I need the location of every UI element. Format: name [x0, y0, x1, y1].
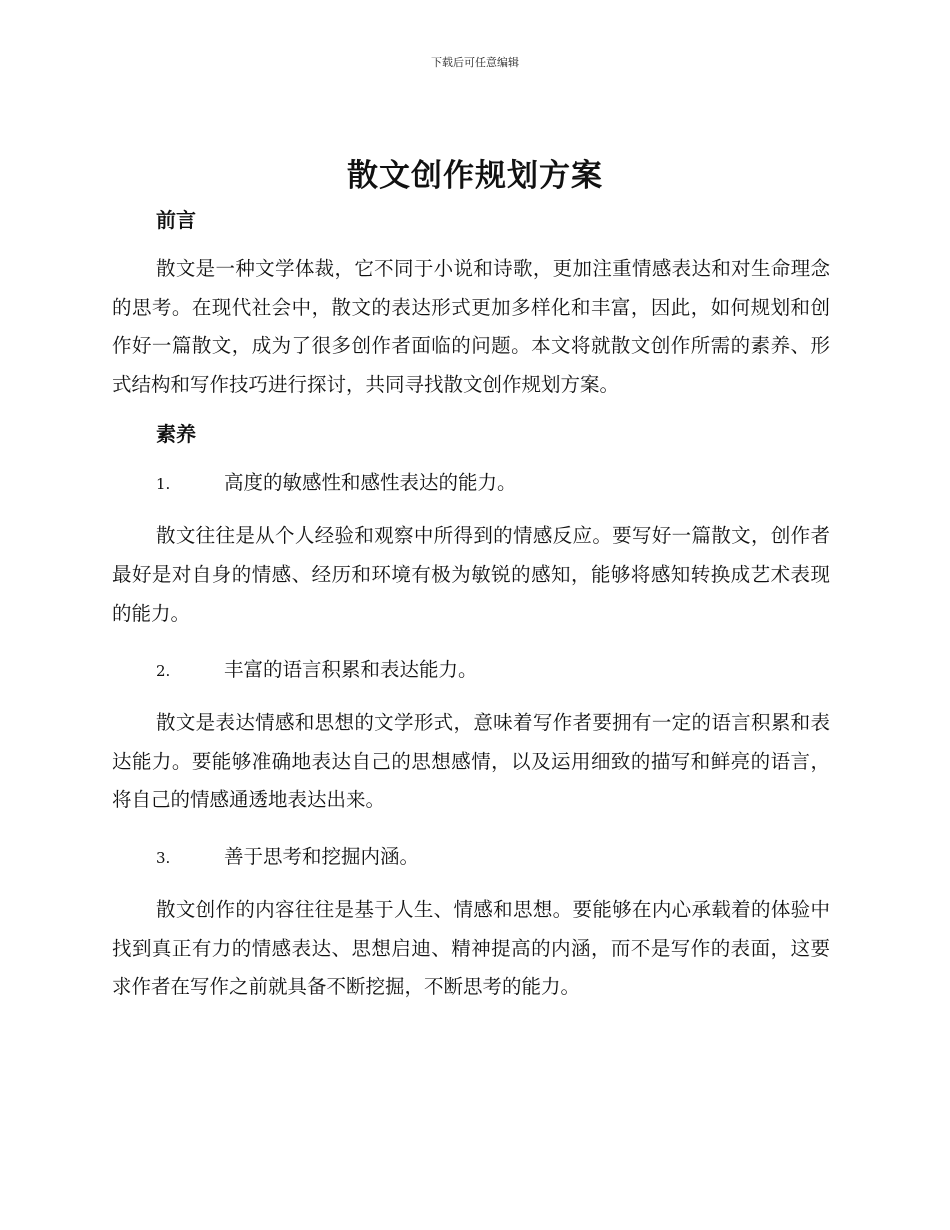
section-heading-preface: 前言 [156, 208, 196, 232]
list-number: 1. [156, 475, 171, 494]
document-title: 散文创作规划方案 [347, 158, 603, 194]
list-item [112, 464, 830, 503]
list-item-paragraph: 散文是表达情感和思想的文学形式，意味着写作者要拥有一定的语言积累和表达能力。要能够准确地表达自己的思想感情，以及运用细致的描写和鲜亮的语言，将自己的情感通透地表达出来。 [112, 711, 830, 812]
header-note: 下载后可任意编辑 [431, 56, 519, 69]
list-item-title: 高度的敏感性和感性表达的能力。 [224, 471, 517, 495]
list-item-title: 丰富的语言积累和表达能力。 [224, 658, 478, 682]
list-item-paragraph: 散文往往是从个人经验和观察中所得到的情感反应。要写好一篇散文，创作者最好是对自身的情感、经历和环境有极为敏锐的感知，能够将感知转换成艺术表现的能力。 [112, 524, 830, 625]
preface-paragraph: 散文是一种文学体裁，它不同于小说和诗歌，更加注重情感表达和对生命理念的思考。在现代社会中，散文的表达形式更加多样化和丰富，因此，如何规划和创作好一篇散文，成为了很多创作者面临的问题。本文将就散文创作所需的素养、形式结构和写作技巧进行探讨，共同寻找散文创作规划方案。 [112, 257, 830, 396]
list-item [112, 838, 830, 877]
document-body [112, 200, 830, 1025]
list-number: 3. [156, 848, 171, 867]
list-item-paragraph: 散文创作的内容往往是基于人生、情感和思想。要能够在内心承载着的体验中找到真正有力的情感表达、思想启迪、精神提高的内涵，而不是写作的表面，这要求作者在写作之前就具备不断挖掘，不断思考的能力。 [112, 897, 830, 999]
section-heading-literacy: 素养 [156, 422, 196, 447]
list-item [112, 651, 830, 690]
list-number: 2. [156, 662, 171, 681]
list-item-title: 善于思考和挖掘内涵。 [224, 844, 420, 868]
